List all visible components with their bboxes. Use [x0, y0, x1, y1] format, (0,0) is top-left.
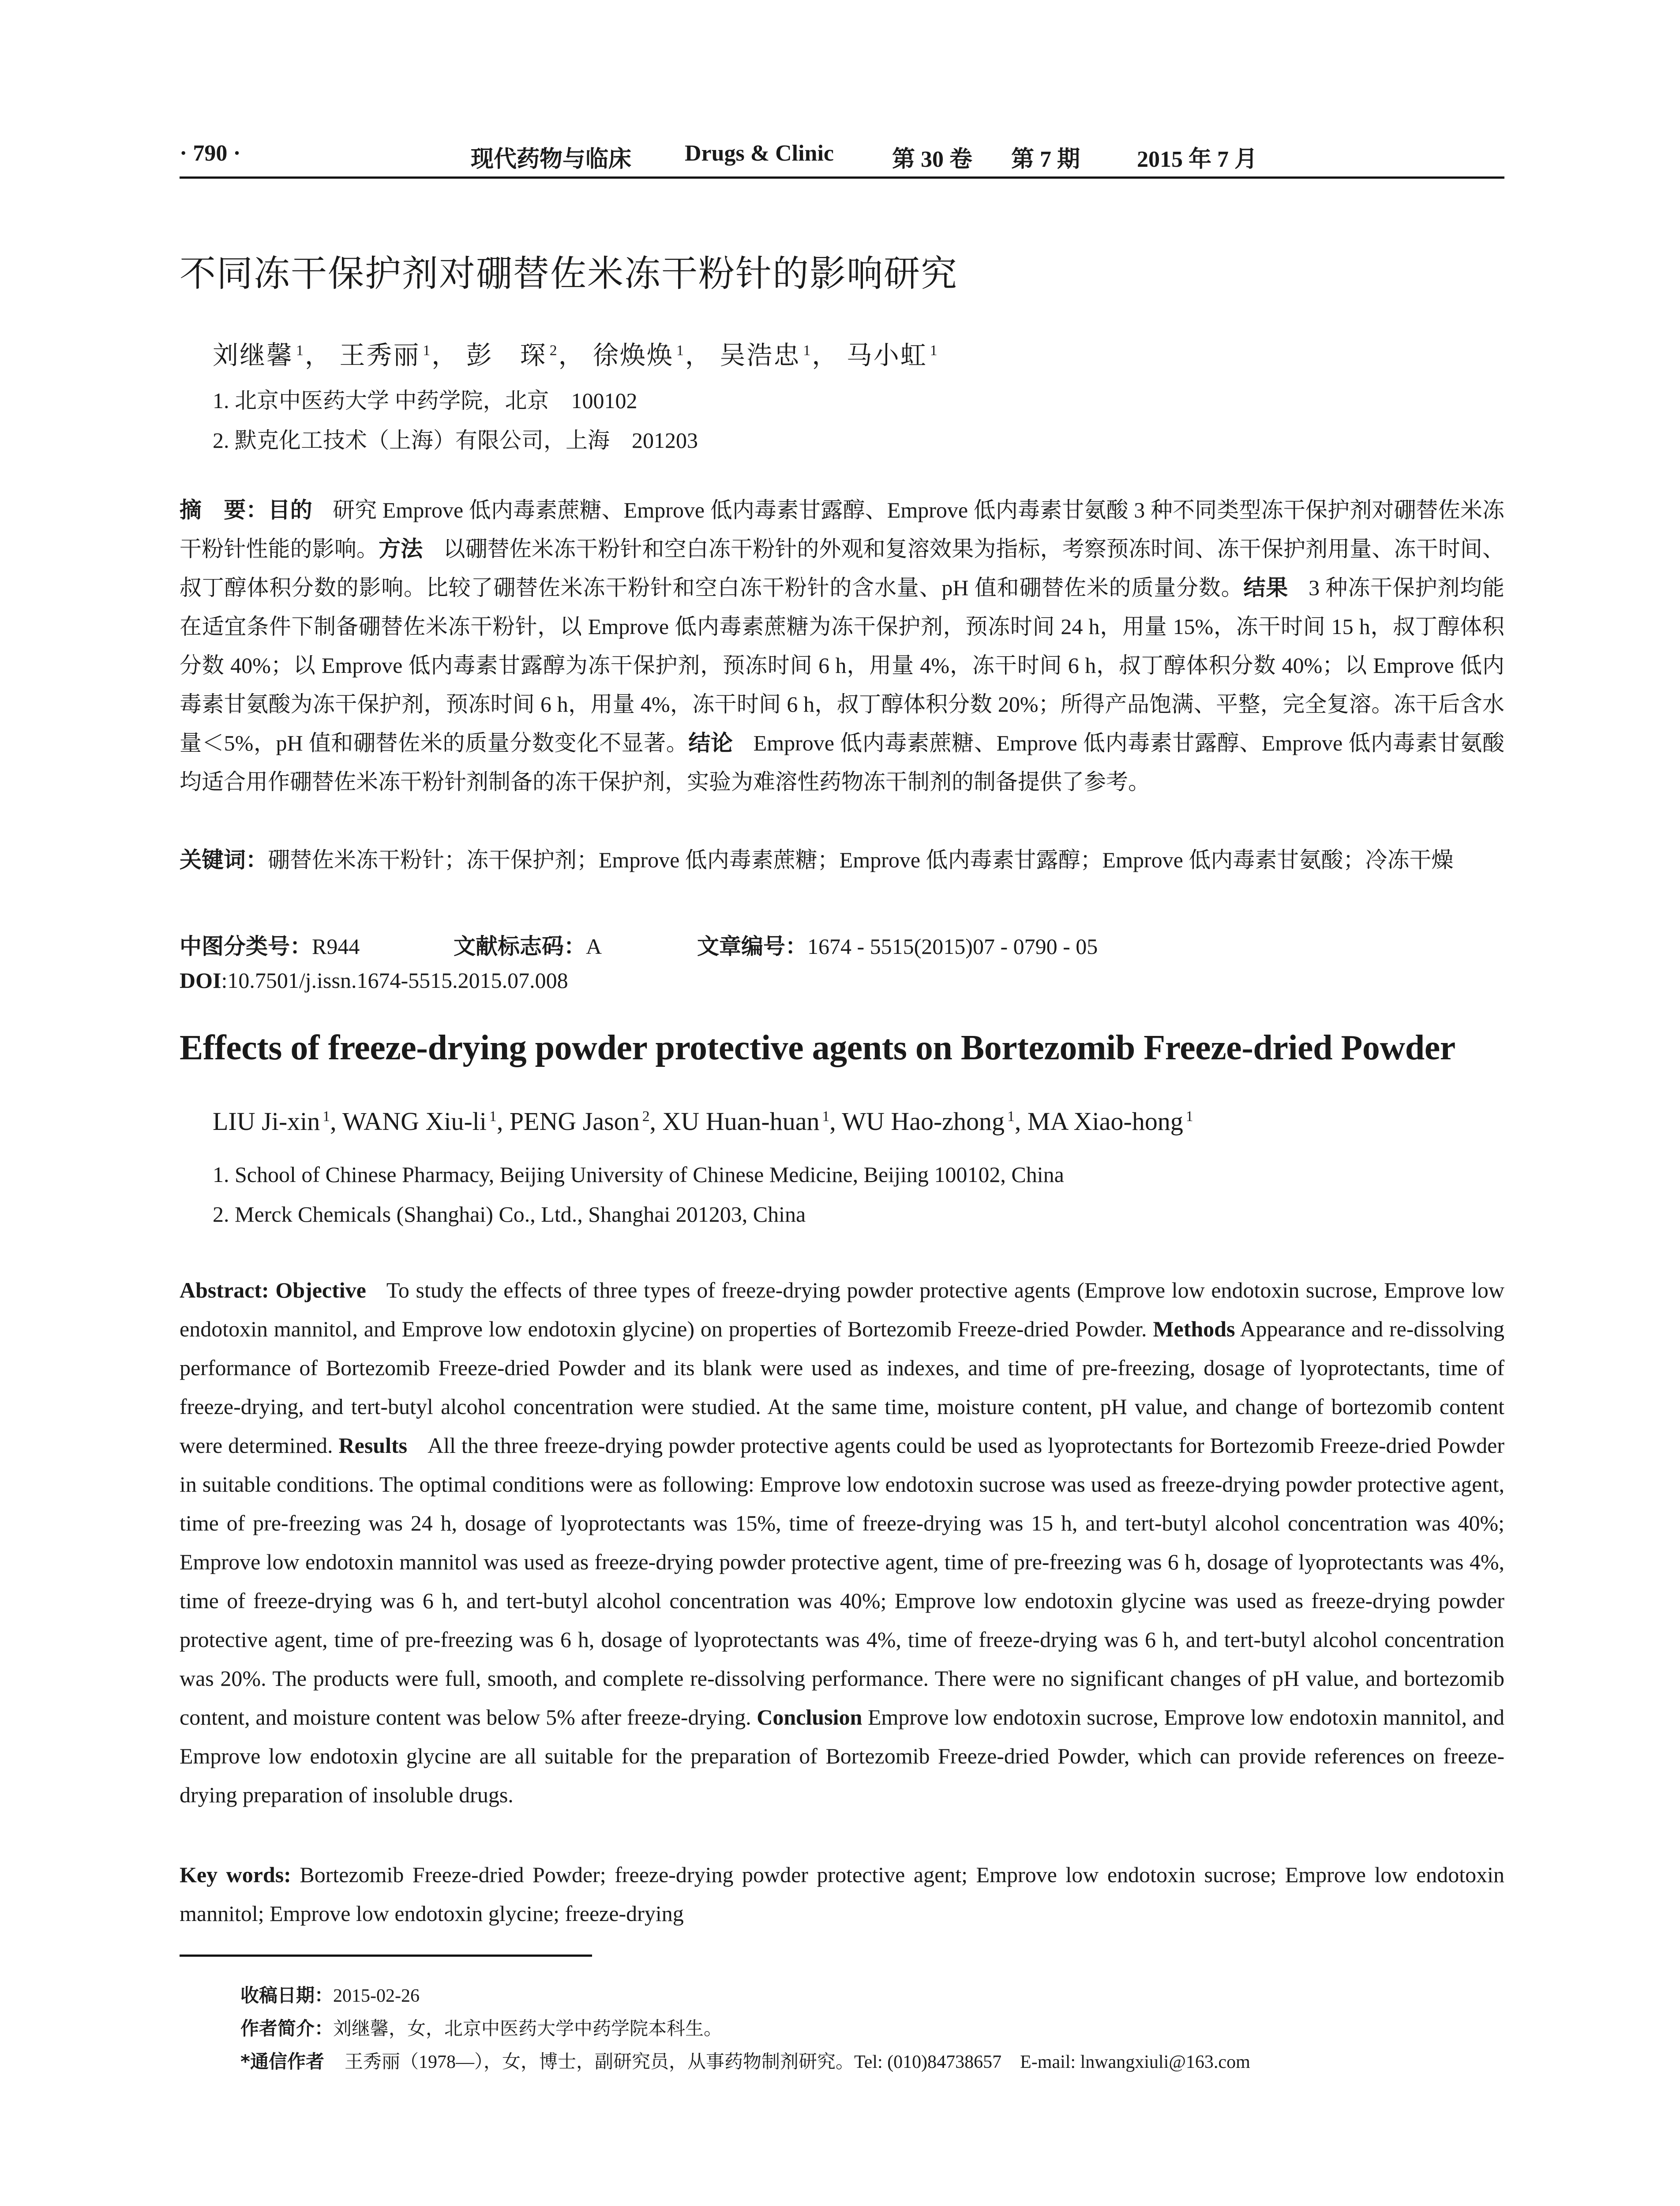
- keywords-en: [180, 1855, 1504, 1933]
- title-en: Effects of freeze-drying powder protective agents on Bortezomib Freeze-dried Powder: [180, 1028, 1455, 1067]
- conclusion-text: Emprove 低内毒素蔗糖、Emprove 低内毒素甘露醇、Emprove 低内毒素甘氨酸均适合用作硼替佐米冻干粉针剂制备的冻干保护剂，实验为难溶性药物冻干制剂的制备提供了参考。: [180, 731, 1505, 794]
- affiliation-en-1: 1. School of Chinese Pharmacy, Beijing University of Chinese Medicine, Beijing 100102, China: [213, 1162, 1064, 1187]
- author-name: PENG Jason: [509, 1107, 640, 1136]
- running-header: [180, 140, 1504, 172]
- keywords-label: 关键词：: [180, 847, 268, 873]
- affiliation-cn-1: 1. 北京中医药大学 中药学院，北京 100102: [213, 388, 638, 413]
- author-name: XU Huan-huan: [662, 1107, 820, 1136]
- keywords-label: Key words:: [180, 1862, 291, 1887]
- volume: 第 30 卷: [892, 147, 973, 172]
- methods-text: 以硼替佐米冻干粉针和空白冻干粉针的外观和复溶效果为指标，考察预冻时间、冻干保护剂用量、冻干时间、叔丁醇体积分数的影响。比较了硼替佐米冻干粉针和空白冻干粉针的含水量、pH 值和硼替佐米的质量分数。: [180, 536, 1505, 600]
- keywords-text: 硼替佐米冻干粉针；冻干保护剂；Emprove 低内毒素蔗糖；Emprove 低内毒素甘露醇；Emprove 低内毒素甘氨酸；冷冻干燥: [268, 848, 1454, 872]
- page-number: · 790 ·: [180, 141, 241, 166]
- contact-info: 王秀丽（1978—），女，博士，副研究员，从事药物制剂研究。Tel: (010)84738657 E-mail: lnwangxiuli@163.com: [344, 2052, 1250, 2072]
- title-cn: 不同冻干保护剂对硼替佐米冻干粉针的影响研究: [180, 253, 958, 295]
- results-text: All the three freeze-drying powder protective agents could be used as lyoprotectants for Bortezomib Freeze-dried Powder in suitable conditions. The optimal conditions were as following: Emprove low endotoxin sucrose was used as freeze-drying powder protective agent, time of pre-freezing was 24 h, dosage of lyoprotectants was 15%, time of freeze-drying was 15 h, and tert-butyl alcohol concentration was 40%; Emprove low endotoxin mannitol was used as freeze-drying powder protective agent, time of pre-freezing was 6 h, dosage of lyoprotectants was 4%, time of freeze-drying was 6 h, and tert-butyl alcohol concentration was 40%; Emprove low endotoxin glycine was used as freeze-drying powder protective agent, time of pre-freezing was 6 h, dosage of lyoprotectants was 4%, time of freeze-drying was 6 h, and tert-butyl alcohol concentration was 20%. The products were full, smooth, and complete re-dissolving performance. There were no significant changes of pH value, and bortezomib content, and moisture content was below 5% after freeze-drying.: [180, 1433, 1505, 1730]
- affiliation-cn-2: 2. 默克化工技术（上海）有限公司，上海 201203: [213, 428, 698, 453]
- authors-cn: 刘继馨 $^1$， 王秀丽 $^1$， 彭 琛 $^2$， 徐焕焕 $^1$， 吴浩忠 $^1$， 马小虹 $^1$: [213, 341, 939, 370]
- authors-en: LIU Ji-xin $^1$, WANG Xiu-li $^1$, PENG Jason $^2$, XU Huan-huan $^1$, WU Hao-zhong $^1$, MA Xiao-hong $^1$: [213, 1107, 1193, 1136]
- results-label: Results: [338, 1433, 408, 1458]
- journal-name-en: Drugs & Clinic: [685, 141, 834, 166]
- document-code: 文献标志码：A: [454, 934, 602, 959]
- doi-link: :10.7501/j.issn.1674-5515.2015.07.008: [221, 968, 568, 993]
- footnote-rule: [180, 1955, 592, 1957]
- conclusion-label: Conclusion: [757, 1705, 862, 1730]
- clc-code: R944: [312, 934, 360, 959]
- author-name: 刘继馨: [213, 341, 294, 370]
- author-name: WU Hao-zhong: [842, 1107, 1005, 1136]
- author-name: 王秀丽: [339, 341, 420, 370]
- conclusion-label: 结论: [688, 730, 733, 756]
- results-label: 结果: [1243, 575, 1289, 600]
- abstract-en: [180, 1271, 1504, 1814]
- author-name: WANG Xiu-li: [342, 1107, 487, 1136]
- author-name: 彭 琛: [466, 341, 547, 370]
- author-name: 吴浩忠: [720, 341, 801, 370]
- objective-text: To study the effects of three types of freeze-drying powder protective agents (Emprove low endotoxin sucrose, Emprove low endotoxin mannitol, and Emprove low endotoxin glycine) on properties of Bortezomib Freeze-dried Powder.: [180, 1278, 1504, 1341]
- author-name: MA Xiao-hong: [1027, 1107, 1183, 1136]
- footnote-author: 作者简介：刘继馨，女，北京中医药大学中药学院本科生。: [240, 2018, 723, 2039]
- footnote-corresponding: *通信作者 王秀丽（1978—），女，博士，副研究员，从事药物制剂研究。Tel: (010)84738657 E-mail: lnwangxiuli@163.com: [240, 2051, 1250, 2072]
- issue: 第 7 期: [1011, 147, 1080, 172]
- article-number: 文章编号：1674 - 5515(2015)07 - 0790 - 05: [697, 934, 1098, 959]
- affiliation-en-2: 2. Merck Chemicals (Shanghai) Co., Ltd., Shanghai 201203, China: [213, 1202, 806, 1227]
- methods-text: Appearance and re-dissolving performance of Bortezomib Freeze-dried Powder and its blank were used as indexes, and time of pre-freezing, dosage of lyoprotectants, time of freeze-drying, and tert-butyl alcohol concentration were studied. At the same time, moisture content, pH value, and change of bortezomib content were determined.: [180, 1317, 1504, 1458]
- abstract-label: 摘 要：: [180, 497, 268, 523]
- conclusion-text: Emprove low endotoxin sucrose, Emprove low endotoxin mannitol, and Emprove low endotoxin glycine are all suitable for the preparation of Bortezomib Freeze-dried Powder, which can provide references on freeze-drying preparation of insoluble drugs.: [180, 1705, 1505, 1807]
- footnote-received: 收稿日期：2015-02-26: [240, 1985, 420, 2006]
- classification-line: 中图分类号：R944: [180, 934, 360, 959]
- abstract-objective-label: Abstract: Objective: [180, 1278, 366, 1302]
- keywords-text: Bortezomib Freeze-dried Powder; freeze-drying powder protective agent; Emprove low endotoxin sucrose; Emprove low endotoxin mannitol; Emprove low endotoxin glycine; freeze-drying: [180, 1862, 1504, 1926]
- author-name: LIU Ji-xin: [213, 1107, 320, 1136]
- author-name: 徐焕焕: [593, 341, 674, 370]
- doi: DOI:10.7501/j.issn.1674-5515.2015.07.008: [180, 968, 568, 993]
- journal-name-cn: 现代药物与临床: [471, 146, 632, 173]
- objective-label: 目的: [268, 497, 312, 523]
- abstract-cn: [180, 491, 1504, 801]
- author-name: 马小虹: [846, 341, 927, 370]
- results-text: 3 种冻干保护剂均能在适宜条件下制备硼替佐米冻干粉针，以 Emprove 低内毒素蔗糖为冻干保护剂，预冻时间 24 h，用量 15%，冻干时间 15 h，叔丁醇体积分数 40%；以 Emprove 低内毒素甘露醇为冻干保护剂，预冻时间 6 h，用量 4%，冻干时间 6 h，叔丁醇体积分数 40%；以 Emprove 低内毒素甘氨酸为冻干保护剂，预冻时间 6 h，用量 4%，冻干时间 6 h，叔丁醇体积分数 20%；所得产品饱满、平整，完全复溶。冻干后含水量＜5%，pH 值和硼替佐米的质量分数变化不显著。: [180, 575, 1505, 755]
- keywords-cn: [180, 840, 1504, 879]
- methods-label: 方法: [379, 536, 423, 562]
- objective-text: 研究 Emprove 低内毒素蔗糖、Emprove 低内毒素甘露醇、Emprove 低内毒素甘氨酸 3 种不同类型冻干保护剂对硼替佐米冻干粉针性能的影响。: [180, 498, 1505, 561]
- methods-label: Methods: [1153, 1317, 1235, 1341]
- issue-date: 2015 年 7 月: [1137, 147, 1258, 172]
- header-rule: [180, 176, 1504, 179]
